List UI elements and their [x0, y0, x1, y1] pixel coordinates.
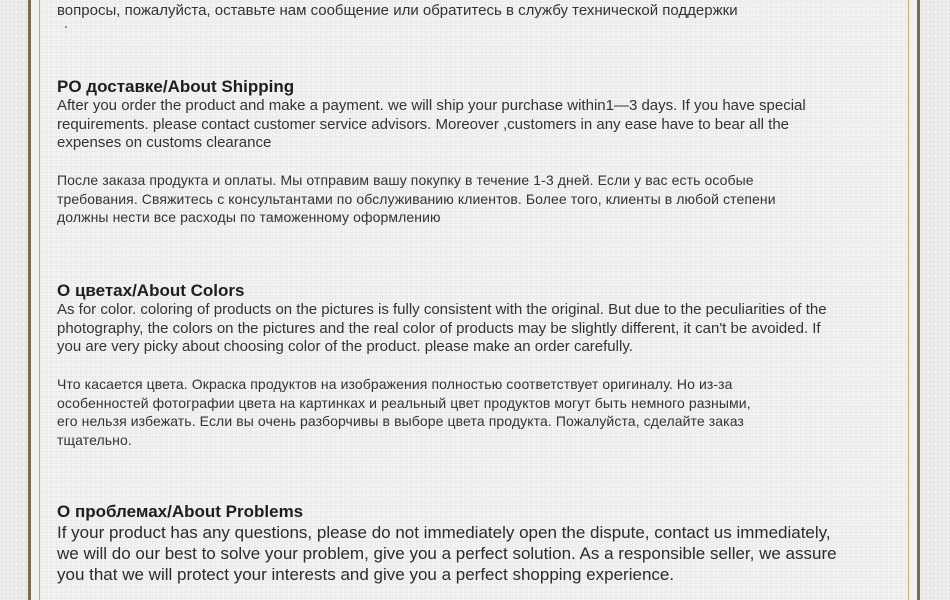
colors-title: О цветах/About Colors [57, 281, 245, 300]
shipping-en-line-3: expenses on customs clearance [57, 134, 272, 151]
colors-russian-text [57, 375, 907, 449]
colors-en-line-2: photography, the colors on the pictures and the real color of products may be slightly different, it can't be avoided. If [57, 319, 821, 337]
colors-ru-line-1: Что касается цвета. Окраска продуктов на изображения полностью соответствует оригиналу. Но из-за [57, 376, 733, 392]
colors-en-line-1: As for color. coloring of products on the pictures is fully consistent with the original. But due to the peculiarities of the [57, 301, 827, 318]
shipping-en-line-1: After you order the product and make a payment. we will ship your purchase within1—3 days. If you have special [57, 97, 806, 114]
colors-en-line-3: you are very picky about choosing color of the product. please make an order carefully. [57, 338, 633, 355]
intro-line: вопросы, пожалуйста, оставьте нам сообщение или обратитесь в службу технической поддержки [57, 2, 738, 19]
shipping-en-line-2: requirements. please contact customer service advisors. Moreover ,customers in any ease have to bear all the [57, 115, 790, 133]
colors-english-text [57, 301, 907, 357]
colors-ru-line-2: особенностей фотографии цвета на картинках и реальный цвет продуктов могут быть немного разными, [57, 394, 751, 411]
shipping-ru-line-1: После заказа продукта и оплаты. Мы отправим вашу покупку в течение 1-3 дней. Если у вас есть особые [57, 172, 754, 188]
problems-en-line-1: If your product has any questions, please do not immediately open the dispute, contact us immediately, [57, 523, 831, 542]
shipping-ru-line-2: требования. Свяжитесь с консультантами по обслуживанию клиентов. Более того, клиенты в любой степени [57, 190, 776, 207]
problems-en-line-2: we will do our best to solve your problem, give you a perfect solution. As a responsible seller, we assure [57, 544, 837, 563]
shipping-russian-text [57, 171, 907, 227]
problems-english-text [57, 522, 907, 585]
colors-ru-line-3: его нельзя избежать. Если вы очень разборчивы в выборе цвета продукта. Пожалуйста, сделайте заказ [57, 413, 744, 429]
colors-ru-line-4: тщательно. [57, 431, 132, 448]
problems-en-line-3: you that we will protect your interests and give you a perfect shopping experience. [57, 565, 675, 584]
shipping-english-text [57, 97, 907, 153]
problems-title: О проблемах/About Problems [57, 502, 304, 521]
shipping-ru-line-3: должны нести все расходы по таможенному оформлению [57, 209, 441, 225]
stray-dot [65, 26, 67, 28]
intro-text [57, 2, 907, 21]
shipping-title: PO доставке/About Shipping [57, 77, 295, 96]
